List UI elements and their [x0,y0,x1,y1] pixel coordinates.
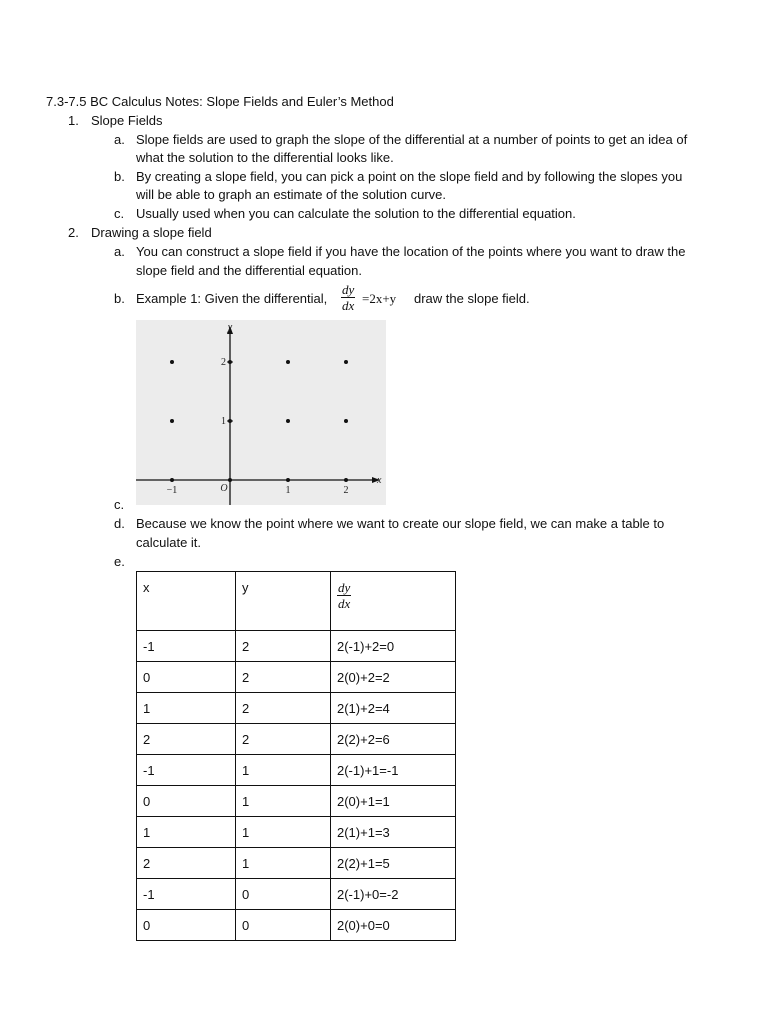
slope-field-graph [136,320,386,505]
header-x: x [137,572,236,631]
header-frac-den: dx [338,596,351,611]
item-2d-line-2: calculate it. [136,535,202,550]
cell-y: 2 [236,662,331,693]
cell-x: 0 [137,786,236,817]
table-row [137,817,456,848]
item-2b-text-before: Example 1: Given the differential, [136,291,328,306]
cell-dydx: 2(0)+1=1 [331,786,456,817]
table-row [137,910,456,941]
cell-x: 1 [137,817,236,848]
item-1b-line-1: By creating a slope field, you can pick a point on the slope field and by following the slopes you [136,169,683,184]
table-row [137,724,456,755]
cell-x: -1 [137,631,236,662]
cell-dydx: 2(2)+2=6 [331,724,456,755]
table-header-row [137,572,456,631]
item-1b-marker: b. [114,169,125,184]
cell-x: -1 [137,879,236,910]
origin-label: O [220,483,228,494]
section-1-heading: Slope Fields [91,113,163,128]
y-tick-label: 2 [221,357,226,368]
cell-y: 0 [236,910,331,941]
item-2a-marker: a. [114,244,125,259]
cell-x: 0 [137,910,236,941]
slope-point [286,419,290,423]
cell-dydx: 2(2)+1=5 [331,848,456,879]
cell-dydx: 2(-1)+1=-1 [331,755,456,786]
item-2c-marker: c. [114,497,125,512]
equation-fraction [341,282,355,313]
table-row [137,755,456,786]
table-row [137,786,456,817]
header-fraction [337,580,351,611]
cell-x: 2 [137,848,236,879]
section-2-marker: 2. [68,225,79,240]
cell-y: 2 [236,631,331,662]
item-1a-line-1: Slope fields are used to graph the slope of the differential at a number of points to get an idea of [136,132,688,147]
slope-point [344,478,348,482]
slope-point [228,419,232,423]
y-axis-label: y [227,322,233,333]
item-2e-marker: e. [114,554,125,569]
slope-point [170,478,174,482]
cell-x: 0 [137,662,236,693]
cell-dydx: 2(0)+0=0 [331,910,456,941]
table-row [137,848,456,879]
cell-dydx: 2(1)+1=3 [331,817,456,848]
equation-denominator: dx [342,298,355,313]
cell-y: 1 [236,817,331,848]
item-1a-marker: a. [114,132,125,147]
y-tick-label: 1 [221,416,226,427]
slope-point [228,478,232,482]
cell-dydx: 2(-1)+2=0 [331,631,456,662]
slope-point [286,478,290,482]
cell-y: 1 [236,848,331,879]
cell-x: -1 [137,755,236,786]
slope-point [228,360,232,364]
cell-x: 2 [137,724,236,755]
cell-dydx: 2(1)+2=4 [331,693,456,724]
cell-y: 2 [236,693,331,724]
item-2a-line-2: slope field and the differential equation. [136,263,362,278]
x-tick-label: 1 [285,485,291,496]
x-tick-label: −1 [166,485,178,496]
section-1-marker: 1. [68,113,79,128]
cell-dydx: 2(-1)+0=-2 [331,879,456,910]
item-2d-marker: d. [114,516,125,531]
item-1c-marker: c. [114,206,125,221]
item-1a-line-2: what the solution to the differential looks like. [136,150,394,165]
document-title: 7.3-7.5 BC Calculus Notes: Slope Fields and Euler’s Method [46,94,394,109]
equation-rhs: =2x+y [362,291,397,306]
header-y: y [236,572,331,631]
cell-dydx: 2(0)+2=2 [331,662,456,693]
slope-point [170,419,174,423]
slope-point [344,419,348,423]
table-row [137,879,456,910]
item-2d-line-1: Because we know the point where we want to create our slope field, we can make a table to [136,516,665,531]
x-axis-label: x [377,475,382,486]
equation-numerator: dy [342,282,355,297]
slope-table [136,571,456,941]
header-frac-num: dy [338,580,351,595]
cell-y: 1 [236,786,331,817]
item-1b-line-2: will be able to graph an estimate of the solution curve. [136,187,447,202]
x-tick-label: 2 [343,485,349,496]
cell-y: 1 [236,755,331,786]
header-dydx [331,572,456,631]
slope-point [170,360,174,364]
graph-background [136,320,386,505]
table-row [137,693,456,724]
slope-point [286,360,290,364]
section-2-heading: Drawing a slope field [91,225,212,240]
item-2b-text-after: draw the slope field. [414,291,530,306]
item-2a-line-1: You can construct a slope field if you have the location of the points where you want to draw the [136,244,686,259]
cell-y: 2 [236,724,331,755]
cell-y: 0 [236,879,331,910]
table-row [137,631,456,662]
slope-point [344,360,348,364]
table-row [137,662,456,693]
cell-x: 1 [137,693,236,724]
item-2b-marker: b. [114,291,125,306]
item-1c-line-1: Usually used when you can calculate the solution to the differential equation. [136,206,576,221]
